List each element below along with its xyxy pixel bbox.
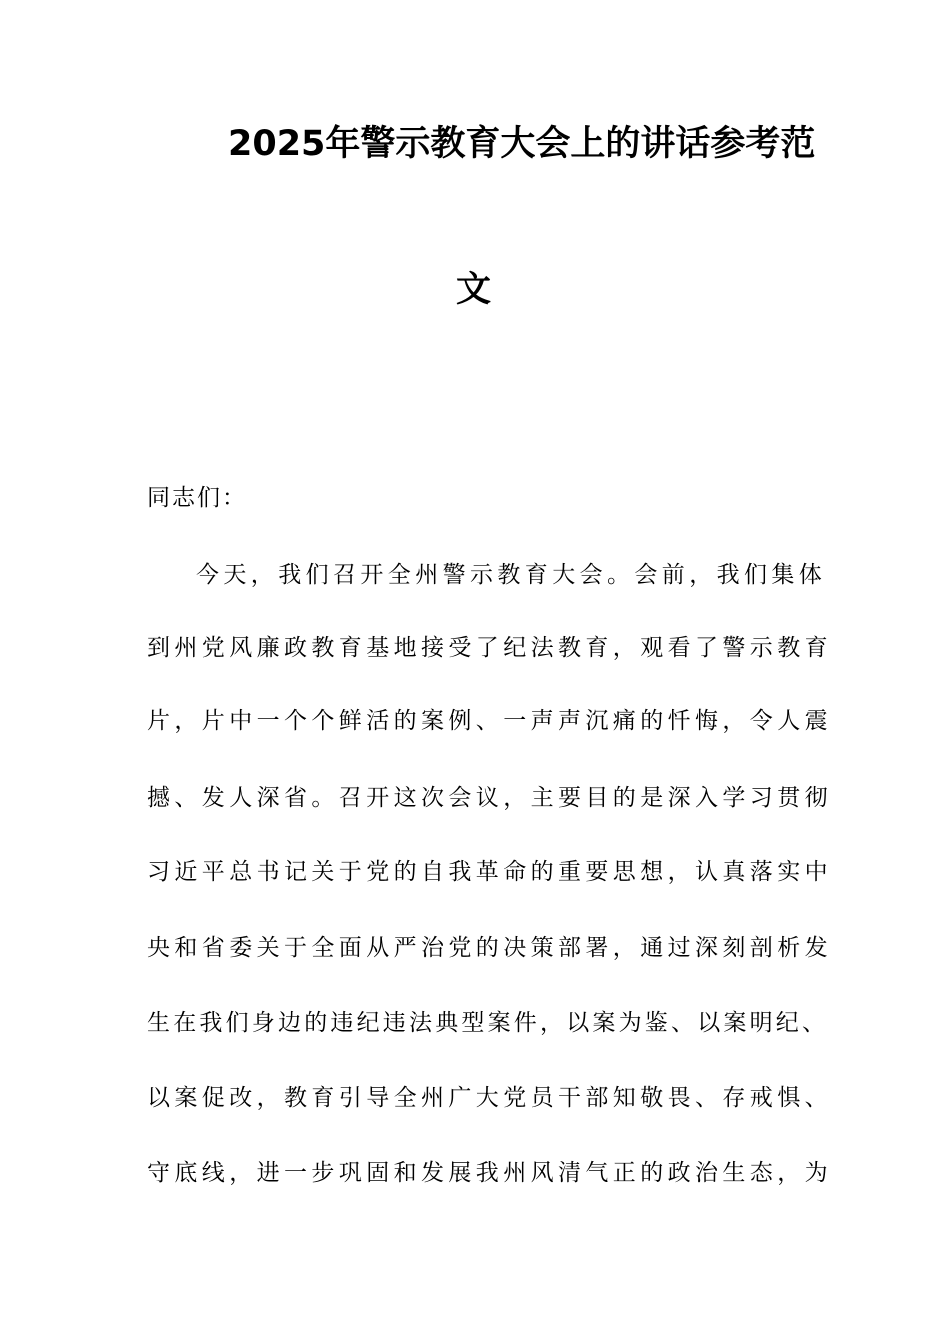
paragraph-line: 到州党风廉政教育基地接受了纪法教育，观看了警示教育 xyxy=(147,635,832,661)
paragraph-line: 撼、发人深省。召开这次会议，主要目的是深入学习贯彻 xyxy=(147,785,832,811)
paragraph-line: 央和省委关于全面从严治党的决策部署，通过深刻剖析发 xyxy=(147,935,832,961)
document-title-line-2: 文 xyxy=(456,270,492,310)
paragraph-line: 片，片中一个个鲜活的案例、一声声沉痛的忏悔，令人震 xyxy=(147,708,832,734)
paragraph-line: 习近平总书记关于党的自我革命的重要思想，认真落实中 xyxy=(147,859,832,885)
paragraph-line: 生在我们身边的违纪违法典型案件，以案为鉴、以案明纪、 xyxy=(147,1010,829,1036)
document-title-line-1: 2025年警示教育大会上的讲话参考范 xyxy=(228,124,816,164)
paragraph-line: 守底线，进一步巩固和发展我州风清气正的政治生态，为 xyxy=(147,1160,832,1186)
salutation: 同志们： xyxy=(147,485,247,511)
paragraph-line: 今天，我们召开全州警示教育大会。会前，我们集体 xyxy=(196,562,827,588)
paragraph-line: 以案促改，教育引导全州广大党员干部知敬畏、存戒惧、 xyxy=(147,1085,832,1111)
